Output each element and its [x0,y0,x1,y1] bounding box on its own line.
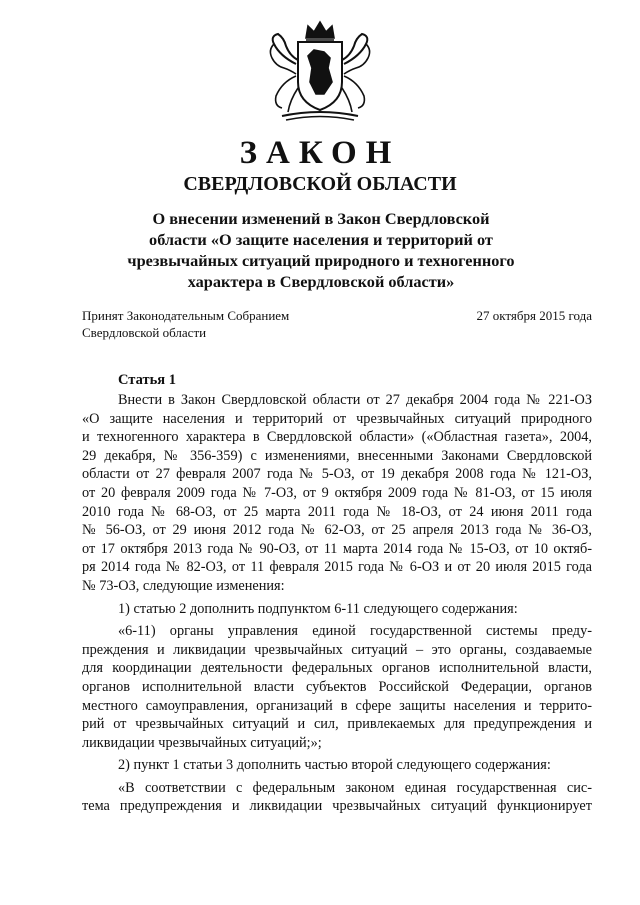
law-name [96,208,546,292]
text-line: области от 27 февраля 2007 года № 5-ОЗ, от 19 декабря 2008 года № 121-ОЗ, [82,466,592,483]
text-line: № 73-ОЗ, следующие изменения: [82,577,285,594]
text-line: 2010 года № 68-ОЗ, от 25 марта 2011 года № 18-ОЗ, от 24 июня 2011 года [82,503,592,520]
article-intro [82,391,592,596]
adopted-by [82,307,342,341]
law-name-line: О внесении изменений в Закон Свердловской [152,209,490,228]
text-line: и техногенного характера в Свердловской области» («Областная газета», 2004, [82,429,592,446]
adopted-by-line: Принят Законодательным Собранием [82,308,290,323]
text-line: от 17 октября 2013 года № 90-ОЗ, от 11 марта 2014 года № 15-ОЗ, от 10 октяб- [82,540,592,557]
amendment-quote-1 [82,622,592,752]
text-line: «В соответствии с федеральным законом единая государственная сис- [118,779,592,796]
text-line: «6-11) органы управления единой государственной системы преду- [118,623,592,640]
adoption-date: 27 октября 2015 года [476,308,592,323]
text-line: от 20 февраля 2009 года № 7-ОЗ, от 9 октября 2009 года № 81-ОЗ, от 15 июля [82,484,592,501]
document-subtitle: СВЕРДЛОВСКОЙ ОБЛАСТИ [183,173,457,195]
coat-of-arms-emblem [262,16,378,124]
text-line: органов исполнительной власти субъектов Российской Федерации, органов [82,678,592,695]
law-name-line: характера в Свердловской области» [187,272,455,291]
law-name-line: области «О защите населения и территорий от [149,230,493,249]
law-name-line: чрезвычайных ситуаций природного и техногенного [127,251,515,270]
article-body [82,391,592,816]
text-line: местного самоуправления, организаций в сфере защиты населения и террито- [82,697,592,714]
adopted-by-line: Свердловской области [82,325,207,340]
text-line: 29 декабря, № 356-359) с изменениями, внесенными Законами Свердловской [82,447,592,464]
article-title: Статья 1 [118,372,176,388]
amendment-item-2: 2) пункт 1 статьи 3 дополнить частью второй следующего содержания: [118,757,551,774]
text-line: «О защите населения и территорий от чрезвычайных ситуаций природного [82,410,592,427]
amendment-item-1: 1) статью 2 дополнить подпунктом 6-11 следующего содержания: [118,600,518,617]
text-line: тема предупреждения и ликвидации чрезвычайных ситуаций функционирует [82,798,592,815]
text-line: преждения и ликвидации чрезвычайных ситуаций – это органы, создаваемые [82,641,592,658]
text-line: № 56-ОЗ, от 29 июня 2012 года № 62-ОЗ, от 25 апреля 2013 года № 36-ОЗ, [82,522,592,539]
text-line: рий от чрезвычайных ситуаций и сил, привлекаемых для предупреждения и [82,716,592,733]
amendment-quote-2 [82,779,592,816]
text-line: Внести в Закон Свердловской области от 27 декабря 2004 года № 221-ОЗ [118,392,592,408]
text-line: ря 2014 года № 82-ОЗ, от 11 февраля 2015 года № 6-ОЗ и от 20 июля 2015 года [82,559,592,576]
text-line: для координации деятельности федеральных органов исполнительной власти, [82,660,592,677]
text-line: ликвидации чрезвычайных ситуаций;»; [82,734,322,751]
document-title: ЗАКОН [239,135,401,171]
